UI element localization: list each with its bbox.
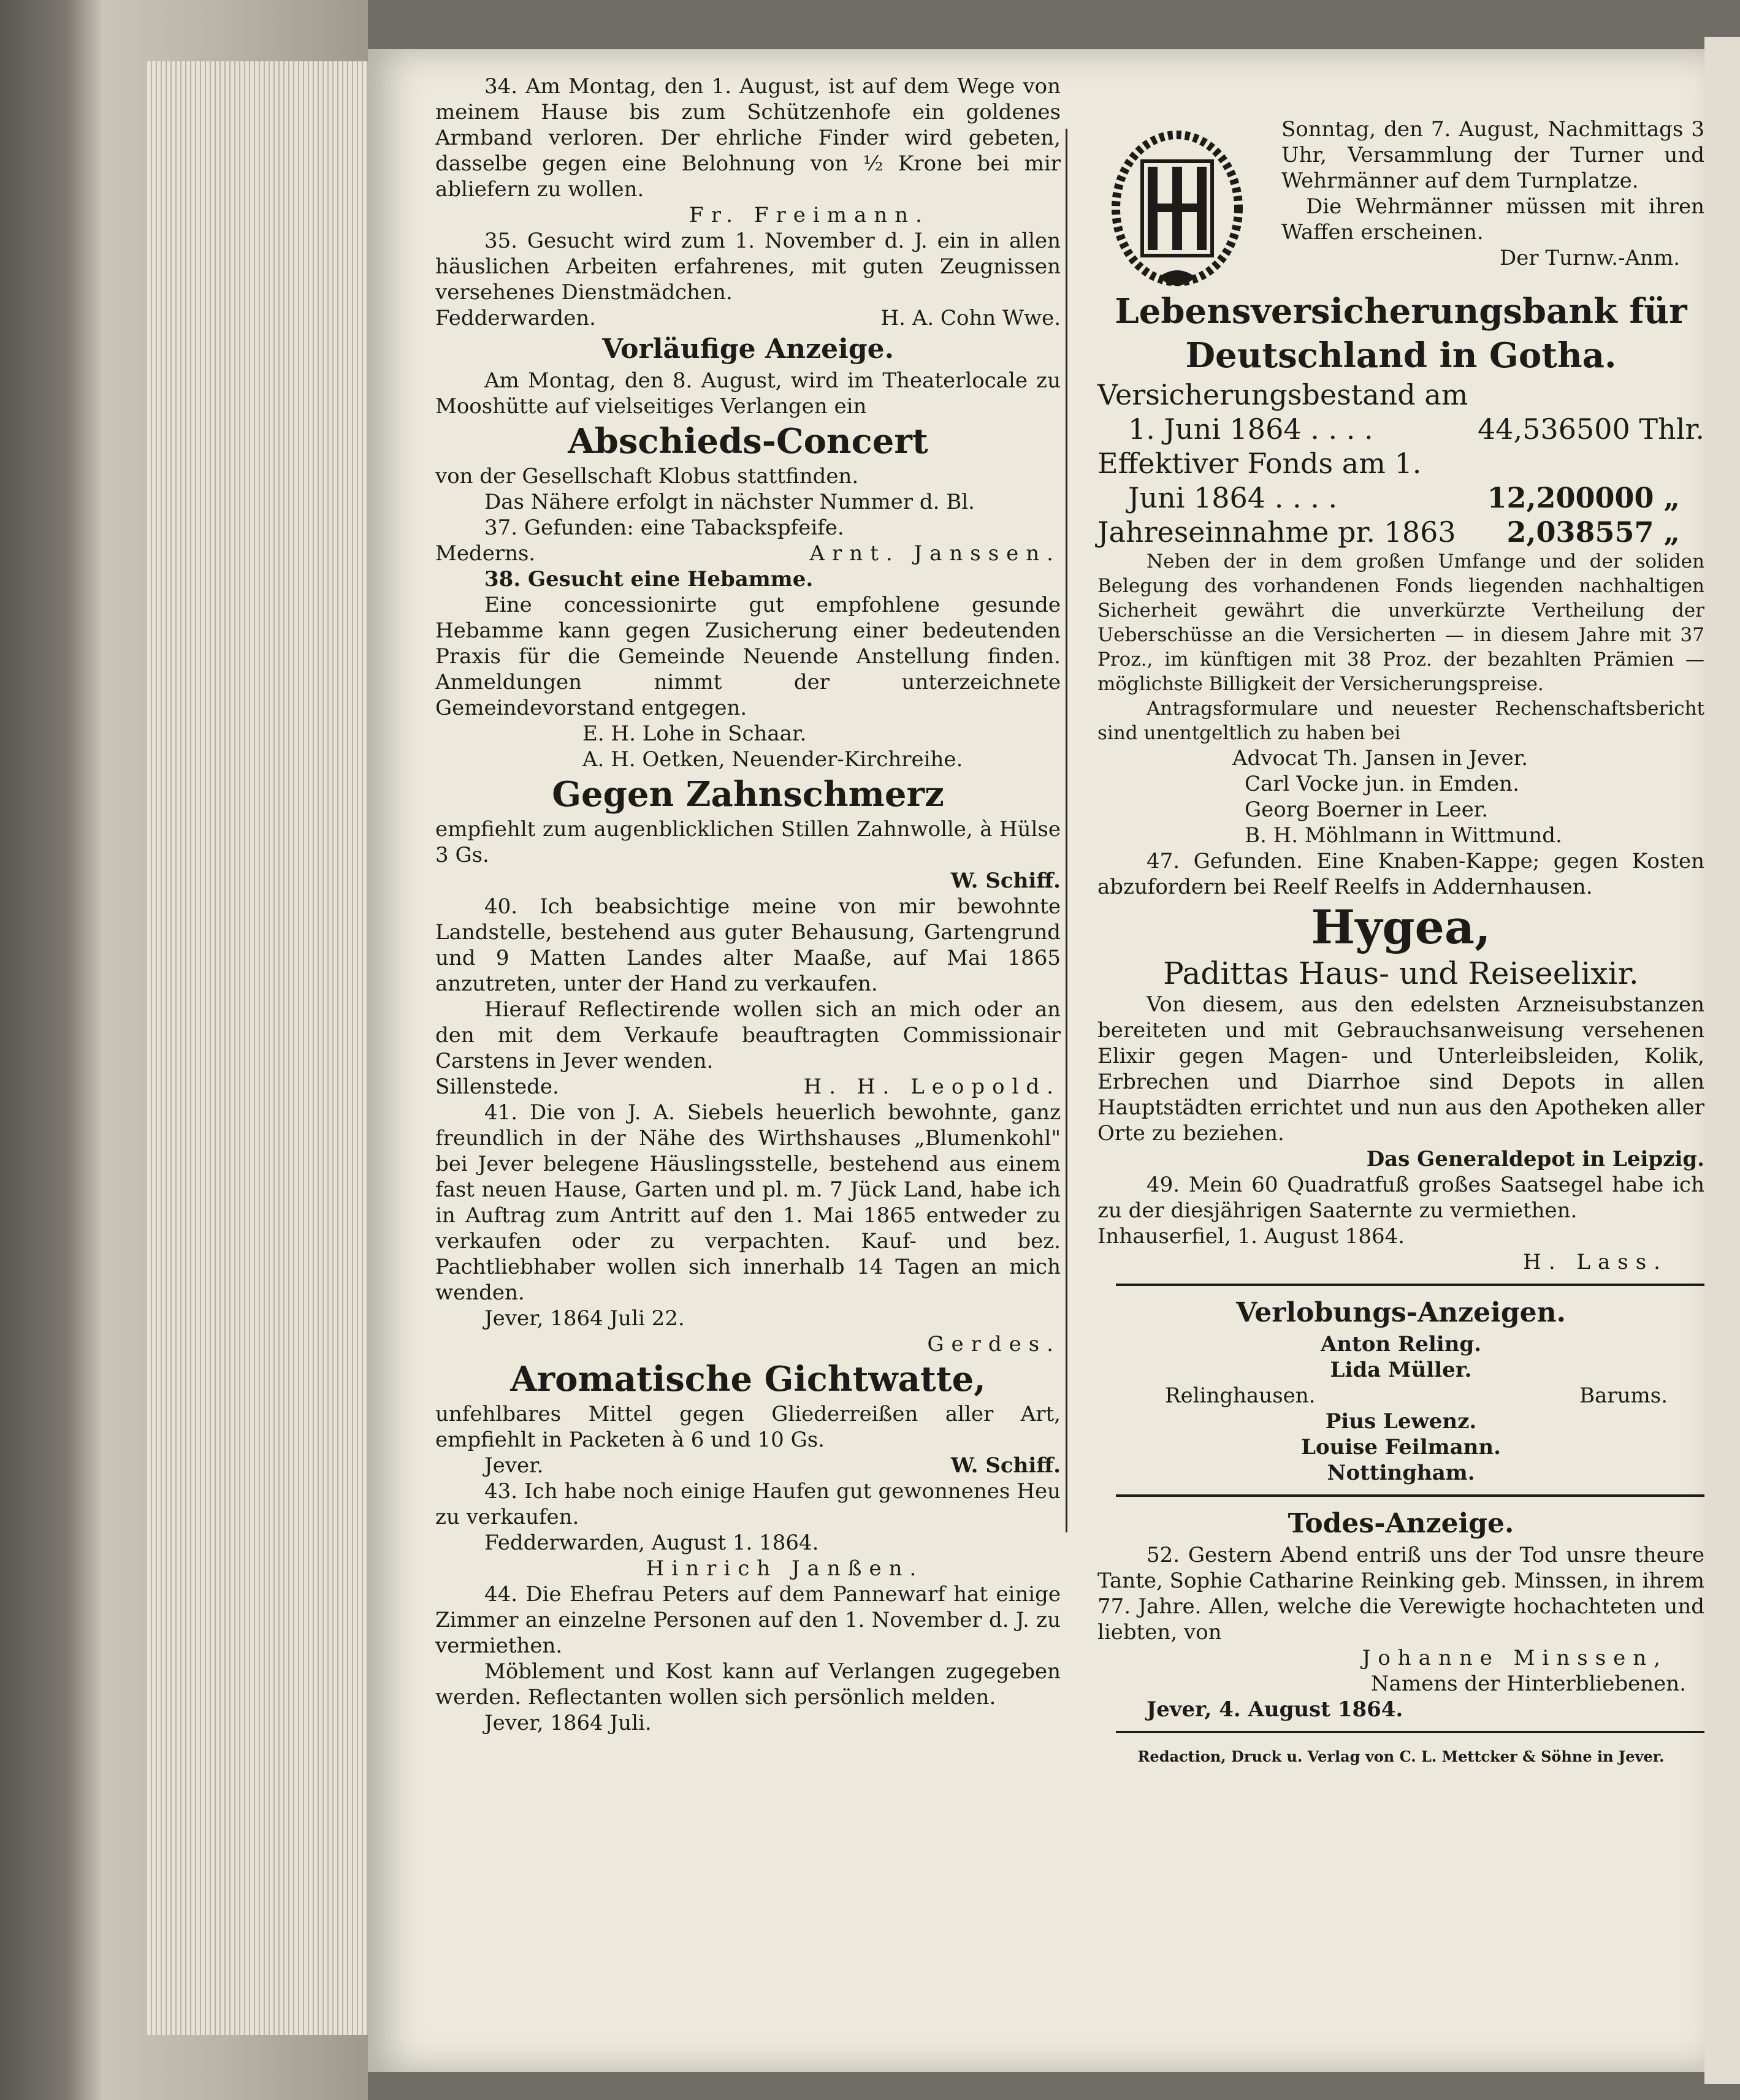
bank-date-2: Juni 1864 . . . . [1128, 481, 1338, 514]
bank-title-2: Deutschland in Gotha. [1185, 335, 1617, 376]
imprint-footer: Redaction, Druck u. Verlag von C. L. Mettcker & Söhne in Jever. [1137, 1748, 1665, 1765]
ad-44-date: Jever, 1864 Juli. [484, 1711, 652, 1735]
gichtwatte-title: Aromatische Gichtwatte, [510, 1359, 986, 1399]
ad-43-signature: Hinrich Janßen. [646, 1556, 924, 1581]
ad-49-date: Inhauserfiel, 1. August 1864. [1097, 1224, 1405, 1249]
verlobung-name-1: Anton Reling. [1320, 1332, 1482, 1356]
rule-3 [1116, 1731, 1704, 1733]
vorlaeufige-anzeige-text: Am Montag, den 8. August, wird im Theaterlocale zu Mooshütte auf vielseitiges Verlangen ein [435, 368, 1061, 419]
ad-37-footer [435, 541, 1061, 566]
bank-row-4 [1097, 481, 1704, 515]
ad-34-signature: Fr. Freimann. [689, 203, 929, 227]
abschiedsconcert-title: Abschieds-Concert [568, 421, 928, 462]
ad-41: 41. Die von J. A. Siebels heuerlich bewohnte, ganz freundlich in der Nähe des Wirthshauses „Blumenkohl" bei Jever belegene Häuslingsstelle, bestehend aus einem fast neuen Hause, Garten und pl. m. 7 Jück Land, habe ich in Auftrag zum Antritt auf den 1. Mai 1865 entweder zu verkaufen oder zu verpachten. Kauf- und bez. Pachtliebhaber wollen sich innerhalb 14 Tagen an mich wenden. [435, 1100, 1061, 1305]
verlobung-places [1097, 1383, 1704, 1409]
zahnschmerz-title: Gegen Zahnschmerz [552, 774, 944, 815]
abschiedsconcert-text: von der Gesellschaft Klobus stattfinden. [435, 464, 859, 489]
ad-40-b: Hierauf Reflectirende wollen sich an mich oder an den mit dem Verkaufe beauftragten Commissionair Carstens in Jever wenden. [435, 997, 1061, 1073]
next-page-strip [1704, 37, 1740, 2084]
hygea-text: Von diesem, aus den edelsten Arzneisubstanzen bereiteten und mit Gebrauchsanweisung versehenen Elixir gegen Magen- und Unterleibsleiden, Kolik, Erbrechen und Diarrhoe sind Depots in allen Hauptstädten errichtet und nun aus den Apotheken aller Orte zu beziehen. [1097, 992, 1704, 1146]
ad-35: 35. Gesucht wird zum 1. November d. J. ein in allen häuslichen Arbeiten erfahrenes, mit guten Zeugnissen versehenes Dienstmädchen. [435, 229, 1061, 305]
ad-44-b: Möblement und Kost kann auf Verlangen zugegeben werden. Reflectanten wollen sich persönlich melden. [435, 1659, 1061, 1710]
bank-row-2 [1097, 412, 1704, 446]
ad-44: 44. Die Ehefrau Peters auf dem Pannewarf hat einige Zimmer an einzelne Personen auf den 1. November d. J. zu vermiethen. [435, 1582, 1061, 1658]
ad-37: 37. Gefunden: eine Tabackspfeife. [484, 515, 844, 540]
ad-35-place: Fedderwarden. [435, 306, 596, 330]
verlobung-place-1: Relinghausen. [1165, 1383, 1316, 1408]
turner-notice-2: Die Wehrmänner müssen mit ihren Waffen erscheinen. [1281, 194, 1704, 245]
bank-text: Neben der in dem großen Umfange und der soliden Belegung des vorhandenen Fonds liegenden nachhaltigen Sicherheit gewährt die unverkürzte Vertheilung der Ueberschüsse an die Versicherten — in diesem Jahre mit 37 Proz., im künftigen mit 38 Proz. der bezahlten Prämien — möglichste Billigkeit der Versicherungspreise. [1097, 550, 1704, 695]
bank-agent-2: Carl Vocke jun. in Emden. [1245, 772, 1519, 796]
hygea-subtitle: Padittas Haus- und Reiseelixir. [1163, 956, 1639, 991]
column-divider [1066, 129, 1067, 1532]
ad-40-place: Sillenstede. [435, 1075, 559, 1099]
ad-52: 52. Gestern Abend entriß uns der Tod unsre theure Tante, Sophie Catharine Reinking geb. Minssen, in ihrem 77. Jahre. Allen, welche die Verewigte hochachteten und liebten, von [1097, 1543, 1704, 1645]
bank-agent-3: Georg Boerner in Leer. [1245, 797, 1489, 822]
bank-value-2: 12,200000 „ [1487, 481, 1680, 514]
ad-35-footer [435, 305, 1061, 331]
page-leaves [147, 61, 368, 2035]
bank-agent-4: B. H. Möhlmann in Wittmund. [1245, 823, 1562, 848]
bank-row-5 [1097, 515, 1704, 549]
rule-1 [1116, 1284, 1704, 1286]
ad-49: 49. Mein 60 Quadratfuß großes Saatsegel habe ich zu der diesjährigen Saaternte zu vermiethen. [1097, 1173, 1704, 1223]
turner-notice: Sonntag, den 7. August, Nachmittags 3 Uhr, Versammlung der Turner und Wehrmänner auf dem Turnplatze. [1281, 117, 1704, 193]
bank-line-3: Effektiver Fonds am 1. [1097, 447, 1422, 480]
ad-37-signature: Arnt. Janssen. [809, 541, 1061, 566]
ad-52-signature: Johanne Minssen, [1362, 1646, 1668, 1670]
ad-52-date: Jever, 4. August 1864. [1147, 1697, 1403, 1722]
verlobung-title: Verlobungs-Anzeigen. [1236, 1297, 1566, 1328]
bank-value-1: 44,536500 Thlr. [1478, 413, 1704, 446]
ad-41-signature: Gerdes. [927, 1332, 1061, 1356]
ad-38-signature-1: E. H. Lohe in Schaar. [582, 721, 807, 746]
verlobung-name-2: Lida Müller. [1330, 1358, 1472, 1382]
bank-line-1: Versicherungsbestand am [1097, 378, 1468, 411]
hygea-signature: Das Generaldepot in Leipzig. [1366, 1147, 1704, 1171]
vorlaeufige-anzeige-title: Vorläufige Anzeige. [602, 333, 894, 365]
gichtwatte-text: unfehlbares Mittel gegen Gliederreißen aller Art, empfiehlt in Packeten à 6 und 10 Gs. [435, 1402, 1061, 1452]
bank-date-1: 1. Juni 1864 . . . . [1128, 413, 1373, 446]
ad-37-place: Mederns. [435, 541, 536, 566]
ad-47: 47. Gefunden. Eine Knaben-Kappe; gegen Kosten abzufordern bei Reelf Reelfs in Addernhausen. [1097, 849, 1704, 899]
ad-52-signature-2: Namens der Hinterbliebenen. [1370, 1672, 1686, 1696]
ad-49-signature: H. Lass. [1523, 1250, 1668, 1274]
bank-label-3: Jahreseinnahme pr. 1863 [1097, 515, 1456, 549]
bank-agent-1: Advocat Th. Jansen in Jever. [1232, 746, 1528, 770]
ad-38-signature-2: A. H. Oetken, Neuender-Kirchreihe. [582, 747, 963, 772]
ad-40-signature: H. H. Leopold. [803, 1075, 1061, 1099]
rule-2 [1116, 1494, 1704, 1497]
gichtwatte-footer [435, 1453, 1061, 1478]
ad-38: Eine concessionirte gut empfohlene gesunde Hebamme kann gegen Zusicherung einer bedeutenden Praxis für die Gemeinde Neuende Anstellung finden. Anmeldungen nimmt der unterzeichnete Gemeindevorstand entgegen. [435, 593, 1061, 720]
todes-anzeige-title: Todes-Anzeige. [1288, 1508, 1514, 1539]
hygea-title: Hygea, [1311, 900, 1491, 954]
bank-title-1: Lebensversicherungsbank für [1115, 291, 1687, 332]
gichtwatte-place: Jever. [484, 1453, 544, 1478]
verlobung-place-2: Barums. [1579, 1383, 1668, 1408]
ad-35-signature: H. A. Cohn Wwe. [880, 306, 1061, 330]
gichtwatte-signature: W. Schiff. [950, 1453, 1061, 1478]
left-column [435, 74, 1061, 1736]
ad-40-footer [435, 1074, 1061, 1100]
turner-notice-signature: Der Turnw.-Anm. [1499, 246, 1680, 270]
ad-40: 40. Ich beabsichtige meine von mir bewohnte Landstelle, bestehend aus guter Behausung, Gartengrund und 9 Matten Landes alter Maaße, auf Mai 1865 anzutreten, unter der Hand zu verkaufen. [435, 894, 1061, 996]
bank-text-2: Antragsformulare und neuester Rechenschaftsbericht sind unentgeltlich zu haben bei [1097, 698, 1704, 744]
abschiedsconcert-more: Das Nähere erfolgt in nächster Nummer d. Bl. [484, 490, 975, 514]
right-column [1097, 116, 1704, 1770]
ad-43: 43. Ich habe noch einige Haufen gut gewonnenes Heu zu verkaufen. [435, 1479, 1061, 1529]
ad-38-title: 38. Gesucht eine Hebamme. [484, 567, 814, 592]
verlobung-place-3: Nottingham. [1327, 1461, 1475, 1485]
verlobung-name-3: Pius Lewenz. [1325, 1409, 1477, 1434]
zahnschmerz-signature: W. Schiff. [950, 869, 1061, 893]
ad-41-date: Jever, 1864 Juli 22. [484, 1306, 685, 1331]
bank-value-3: 2,038557 „ [1506, 515, 1680, 549]
ad-34: 34. Am Montag, den 1. August, ist auf dem Wege von meinem Hause bis zum Schützenhofe ein goldenes Armband verloren. Der ehrliche Finder wird gebeten, dasselbe gegen eine Belohnung von ½ Krone bei mir abliefern zu wollen. [435, 74, 1061, 202]
zahnschmerz-text: empfiehlt zum augenblicklichen Stillen Zahnwolle, à Hülse 3 Gs. [435, 817, 1061, 867]
verlobung-name-4: Louise Feilmann. [1301, 1435, 1501, 1459]
ad-43-date: Fedderwarden, August 1. 1864. [484, 1531, 819, 1555]
